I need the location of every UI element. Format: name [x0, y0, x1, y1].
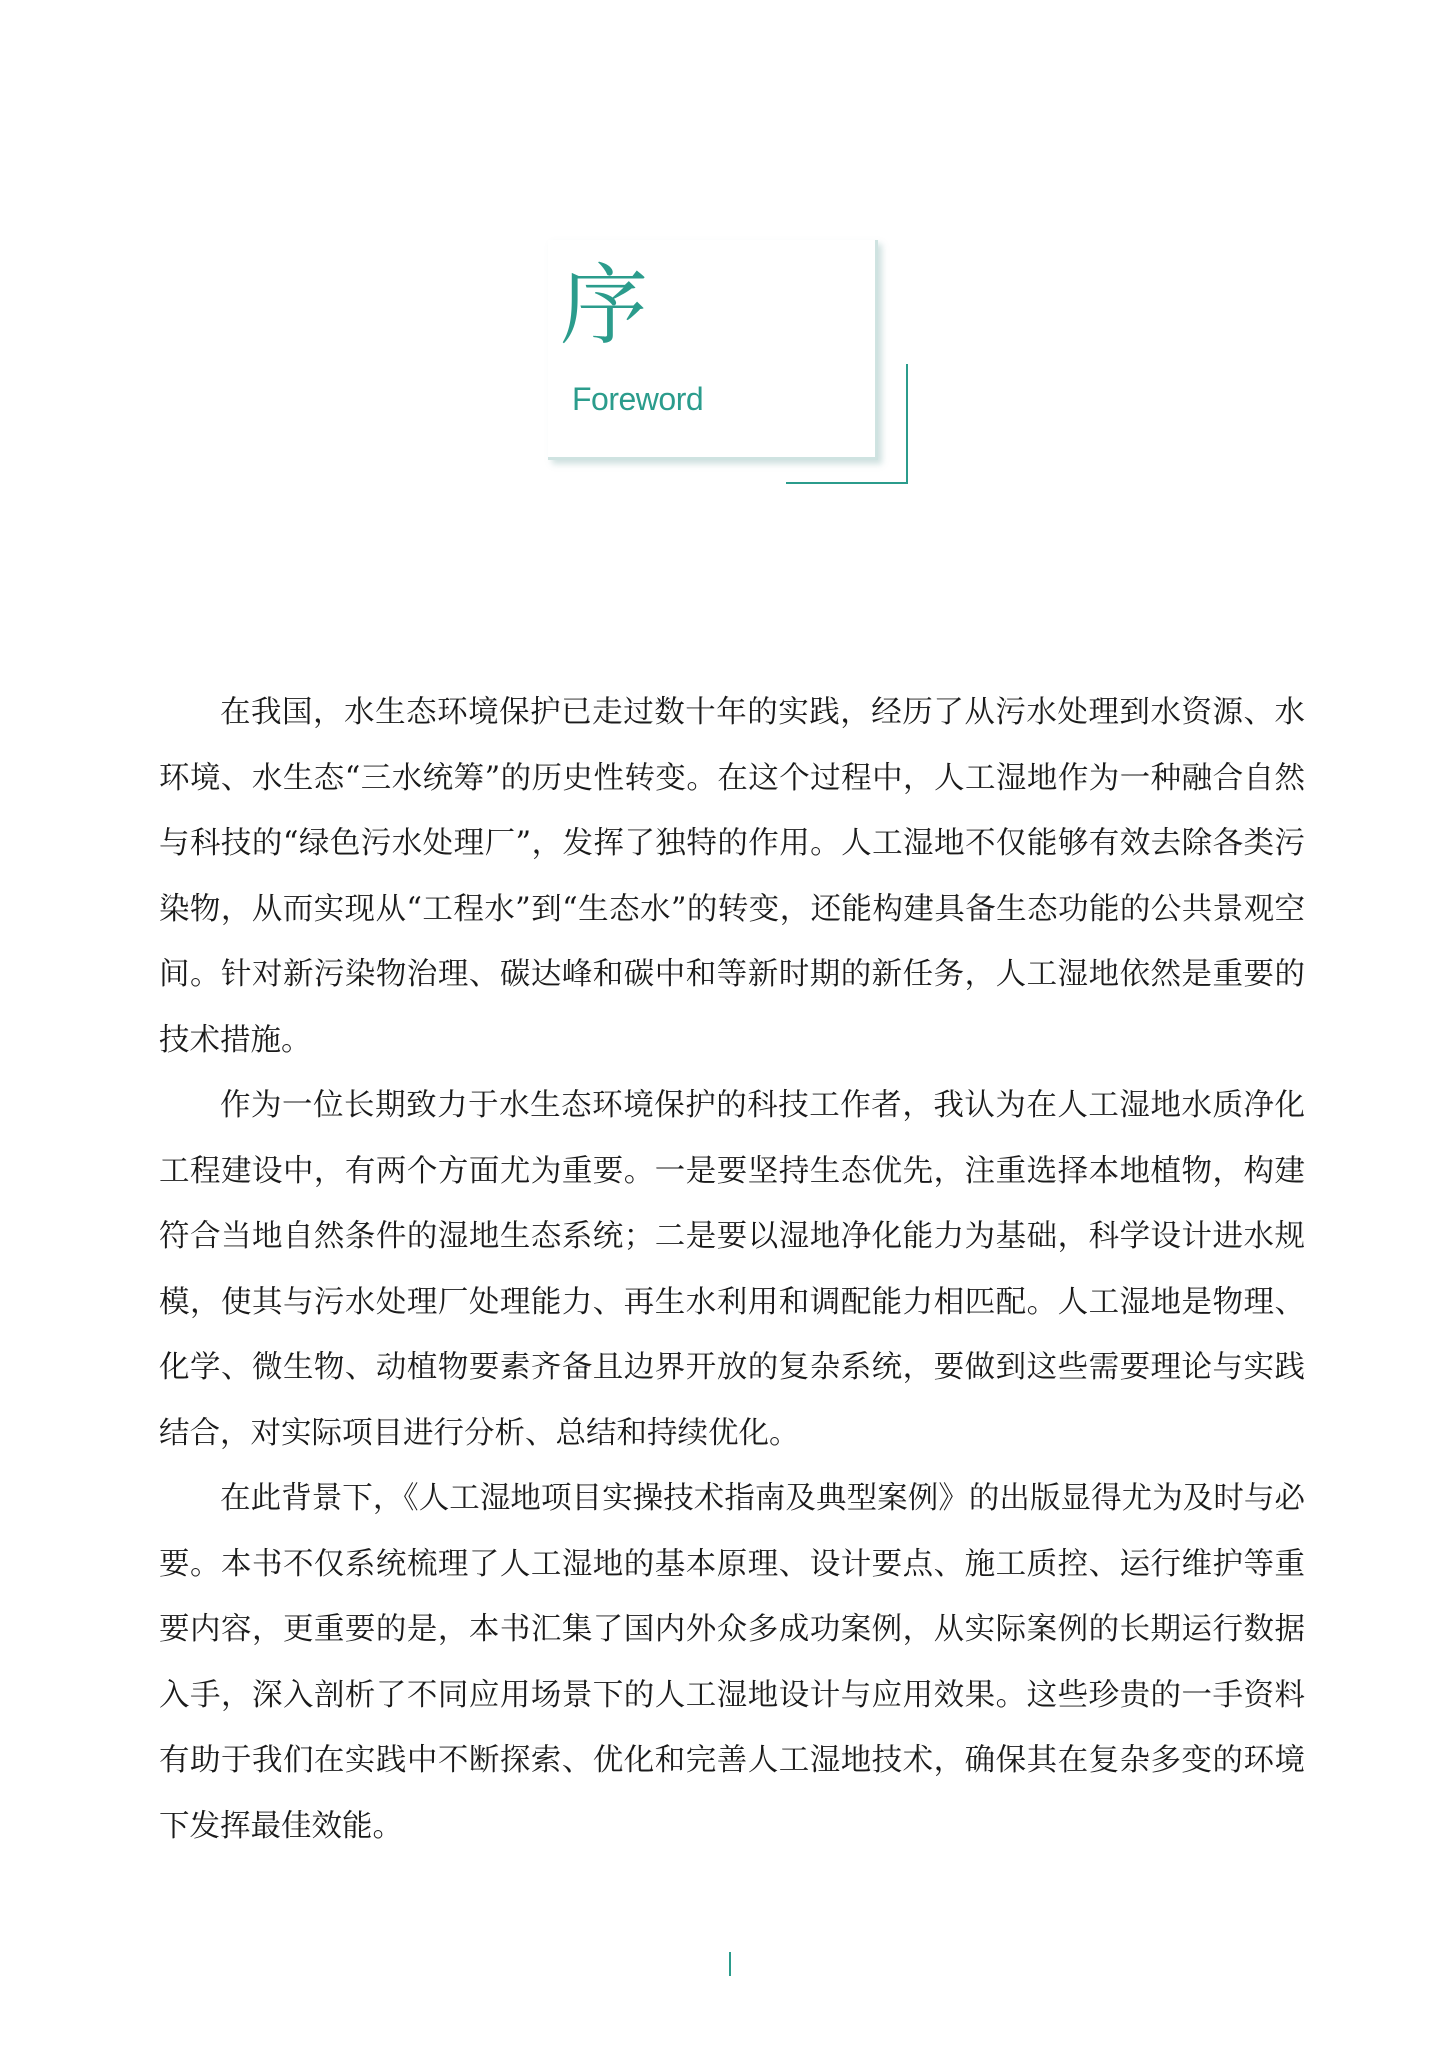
paragraph-2: 作为一位长期致力于水生态环境保护的科技工作者，我认为在人工湿地水质净化工程建设中，有两个方面尤为重要。一是要坚持生态优先，注重选择本地植物，构建符合当地自然条件的湿地生态系统；二是要以湿地净化能力为基础，科学设计进水规模，使其与污水处理厂处理能力、再生水利用和调配能力相匹配。人工湿地是物理、化学、微生物、动植物要素齐备且边界开放的复杂系统，要做到这些需要理论与实践结合，对实际项目进行分析、总结和持续优化。 — [159, 1088, 1305, 1451]
paragraph-3: 在此背景下，《人工湿地项目实操技术指南及典型案例》的出版显得尤为及时与必要。本书不仅系统梳理了人工湿地的基本原理、设计要点、施工质控、运行维护等重要内容，更重要的是，本书汇集了国内外众多成功案例，从实际案例的长期运行数据入手，深入剖析了不同应用场景下的人工湿地设计与应用效果。这些珍贵的一手资料有助于我们在实践中不断探索、优化和完善人工湿地技术，确保其在复杂多变的环境下发挥最佳效能。 — [159, 1481, 1305, 1844]
foreword-body — [159, 680, 1305, 1859]
page-title-chinese: 序 — [560, 254, 649, 357]
page-number-mark — [729, 1952, 731, 1976]
page-title-english: Foreword — [572, 381, 704, 417]
title-frame-accent-vertical-line — [906, 364, 908, 484]
paragraph-1: 在我国，水生态环境保护已走过数十年的实践，经历了从污水处理到水资源、水环境、水生态“三水统筹”的历史性转变。在这个过程中，人工湿地作为一种融合自然与科技的“绿色污水处理厂”，发挥了独特的作用。人工湿地不仅能够有效去除各类污染物，从而实现从“工程水”到“生态水”的转变，还能构建具备生态功能的公共景观空间。针对新污染物治理、碳达峰和碳中和等新时期的新任务，人工湿地依然是重要的技术措施。 — [159, 695, 1305, 1058]
title-frame-accent-horizontal-line — [786, 482, 908, 484]
